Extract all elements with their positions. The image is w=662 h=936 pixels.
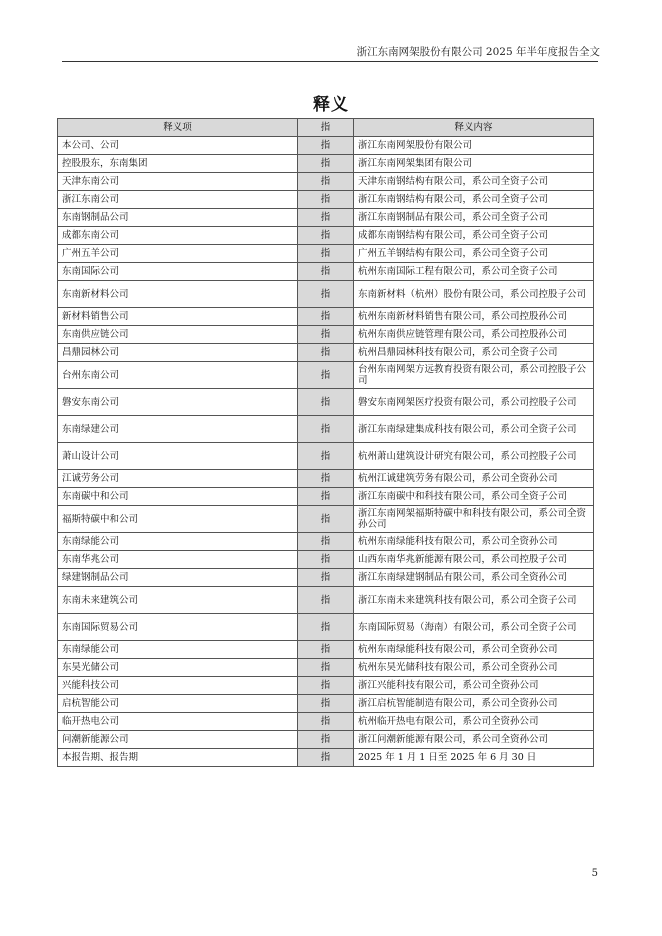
mid-cell: 指 — [298, 263, 354, 281]
definition-cell: 浙江东南钢结构有限公司，系公司全资子公司 — [354, 191, 594, 209]
term-cell: 东南国际贸易公司 — [58, 614, 298, 641]
definition-cell: 杭州萧山建筑设计研究有限公司，系公司控股子公司 — [354, 443, 594, 470]
table-row — [58, 677, 594, 695]
section-title: 释义 — [313, 95, 349, 115]
table-row — [58, 506, 594, 533]
definition-cell: 浙江东南网架股份有限公司 — [354, 137, 594, 155]
table-row — [58, 389, 594, 416]
term-cell: 昌鼎园林公司 — [58, 344, 298, 362]
mid-cell: 指 — [298, 191, 354, 209]
mid-cell: 指 — [298, 227, 354, 245]
definition-cell: 2025 年 1 月 1 日至 2025 年 6 月 30 日 — [354, 749, 594, 767]
definition-cell: 杭州东南供应链管理有限公司，系公司控股孙公司 — [354, 326, 594, 344]
definition-cell: 杭州东南新材料销售有限公司，系公司控股孙公司 — [354, 308, 594, 326]
table-row — [58, 488, 594, 506]
term-cell: 新材料销售公司 — [58, 308, 298, 326]
table-row — [58, 569, 594, 587]
term-cell: 东南绿能公司 — [58, 533, 298, 551]
mid-cell: 指 — [298, 137, 354, 155]
term-cell: 萧山设计公司 — [58, 443, 298, 470]
term-cell: 成都东南公司 — [58, 227, 298, 245]
mid-cell: 指 — [298, 281, 354, 308]
definition-cell: 浙江东南绿建钢制品有限公司，系公司全资孙公司 — [354, 569, 594, 587]
table-row — [58, 245, 594, 263]
mid-cell: 指 — [298, 731, 354, 749]
mid-cell: 指 — [298, 326, 354, 344]
mid-cell: 指 — [298, 749, 354, 767]
mid-cell: 指 — [298, 173, 354, 191]
term-cell: 东南碳中和公司 — [58, 488, 298, 506]
term-cell: 兴能科技公司 — [58, 677, 298, 695]
mid-cell: 指 — [298, 155, 354, 173]
mid-cell: 指 — [298, 389, 354, 416]
term-cell: 广州五羊公司 — [58, 245, 298, 263]
term-cell: 东南绿能公司 — [58, 641, 298, 659]
mid-cell: 指 — [298, 695, 354, 713]
term-cell: 江诚劳务公司 — [58, 470, 298, 488]
definition-cell: 山西东南华兆新能源有限公司，系公司控股子公司 — [354, 551, 594, 569]
table-row — [58, 587, 594, 614]
definition-cell: 磐安东南网架医疗投资有限公司，系公司控股子公司 — [354, 389, 594, 416]
definition-cell: 杭州东昊光储科技有限公司，系公司全资孙公司 — [354, 659, 594, 677]
mid-cell: 指 — [298, 245, 354, 263]
term-cell: 东南华兆公司 — [58, 551, 298, 569]
mid-cell: 指 — [298, 308, 354, 326]
mid-cell: 指 — [298, 569, 354, 587]
term-cell: 东南国际公司 — [58, 263, 298, 281]
mid-cell: 指 — [298, 488, 354, 506]
header-term: 释义项 — [58, 119, 298, 137]
definition-cell: 浙江启杭智能制造有限公司，系公司全资孙公司 — [354, 695, 594, 713]
definition-cell: 浙江东南绿建集成科技有限公司，系公司全资子公司 — [354, 416, 594, 443]
header-definition: 释义内容 — [354, 119, 594, 137]
table-row — [58, 281, 594, 308]
term-cell: 启杭智能公司 — [58, 695, 298, 713]
table-row — [58, 533, 594, 551]
mid-cell: 指 — [298, 506, 354, 533]
definition-cell: 浙江东南网架集团有限公司 — [354, 155, 594, 173]
term-cell: 福斯特碳中和公司 — [58, 506, 298, 533]
mid-cell: 指 — [298, 614, 354, 641]
mid-cell: 指 — [298, 551, 354, 569]
term-cell: 控股股东，东南集团 — [58, 155, 298, 173]
definition-cell: 杭州江诚建筑劳务有限公司，系公司全资孙公司 — [354, 470, 594, 488]
table-row — [58, 695, 594, 713]
mid-cell: 指 — [298, 641, 354, 659]
table-row — [58, 191, 594, 209]
table-row — [58, 731, 594, 749]
page-header: 浙江东南网架股份有限公司 2025 年半年度报告全文 — [356, 46, 600, 58]
definition-cell: 杭州昌鼎园林科技有限公司，系公司全资子公司 — [354, 344, 594, 362]
header-mid: 指 — [298, 119, 354, 137]
page-number: 5 — [591, 868, 598, 879]
definition-cell: 浙江东南未来建筑科技有限公司，系公司全资子公司 — [354, 587, 594, 614]
table-row — [58, 470, 594, 488]
definition-cell: 浙江东南钢制品有限公司，系公司全资子公司 — [354, 209, 594, 227]
definition-cell: 天津东南钢结构有限公司，系公司全资子公司 — [354, 173, 594, 191]
term-cell: 东南新材料公司 — [58, 281, 298, 308]
definition-cell: 杭州东南绿能科技有限公司，系公司全资孙公司 — [354, 533, 594, 551]
table-row — [58, 443, 594, 470]
definition-cell: 广州五羊钢结构有限公司，系公司全资子公司 — [354, 245, 594, 263]
term-cell: 台州东南公司 — [58, 362, 298, 389]
mid-cell: 指 — [298, 677, 354, 695]
term-cell: 绿建钢制品公司 — [58, 569, 298, 587]
header-rule — [62, 61, 598, 62]
mid-cell: 指 — [298, 470, 354, 488]
table-row — [58, 137, 594, 155]
table-row — [58, 416, 594, 443]
term-cell: 东南绿建公司 — [58, 416, 298, 443]
table-row — [58, 614, 594, 641]
table-row — [58, 263, 594, 281]
table-row — [58, 326, 594, 344]
mid-cell: 指 — [298, 362, 354, 389]
table-row — [58, 659, 594, 677]
definition-cell: 东南新材料（杭州）股份有限公司，系公司控股子公司 — [354, 281, 594, 308]
definition-cell: 浙江问潮新能源有限公司，系公司全资孙公司 — [354, 731, 594, 749]
term-cell: 东南供应链公司 — [58, 326, 298, 344]
definitions-table — [57, 118, 594, 767]
table-row — [58, 227, 594, 245]
term-cell: 磐安东南公司 — [58, 389, 298, 416]
mid-cell: 指 — [298, 713, 354, 731]
table-row — [58, 749, 594, 767]
mid-cell: 指 — [298, 344, 354, 362]
mid-cell: 指 — [298, 659, 354, 677]
table-row — [58, 308, 594, 326]
definition-cell: 成都东南钢结构有限公司，系公司全资子公司 — [354, 227, 594, 245]
definition-cell: 浙江兴能科技有限公司，系公司全资孙公司 — [354, 677, 594, 695]
mid-cell: 指 — [298, 533, 354, 551]
term-cell: 问潮新能源公司 — [58, 731, 298, 749]
table-row — [58, 362, 594, 389]
table-row — [58, 551, 594, 569]
definition-cell: 杭州东南国际工程有限公司，系公司全资子公司 — [354, 263, 594, 281]
table-row — [58, 173, 594, 191]
table-row — [58, 155, 594, 173]
term-cell: 临开热电公司 — [58, 713, 298, 731]
definition-cell: 东南国际贸易（海南）有限公司，系公司全资子公司 — [354, 614, 594, 641]
mid-cell: 指 — [298, 209, 354, 227]
mid-cell: 指 — [298, 416, 354, 443]
table-row — [58, 713, 594, 731]
definition-cell: 浙江东南网架福斯特碳中和科技有限公司，系公司全资孙公司 — [354, 506, 594, 533]
term-cell: 东昊光储公司 — [58, 659, 298, 677]
term-cell: 天津东南公司 — [58, 173, 298, 191]
table-row — [58, 209, 594, 227]
term-cell: 本公司、公司 — [58, 137, 298, 155]
mid-cell: 指 — [298, 443, 354, 470]
table-row — [58, 641, 594, 659]
definition-cell: 浙江东南碳中和科技有限公司，系公司全资子公司 — [354, 488, 594, 506]
definition-cell: 杭州东南绿能科技有限公司，系公司全资孙公司 — [354, 641, 594, 659]
mid-cell: 指 — [298, 587, 354, 614]
definitions-body — [58, 137, 594, 767]
term-cell: 本报告期、报告期 — [58, 749, 298, 767]
term-cell: 浙江东南公司 — [58, 191, 298, 209]
definition-cell: 杭州临开热电有限公司，系公司全资孙公司 — [354, 713, 594, 731]
table-row — [58, 344, 594, 362]
table-header-row — [58, 119, 594, 137]
term-cell: 东南钢制品公司 — [58, 209, 298, 227]
definition-cell: 台州东南网架方远教育投资有限公司，系公司控股子公司 — [354, 362, 594, 389]
term-cell: 东南未来建筑公司 — [58, 587, 298, 614]
